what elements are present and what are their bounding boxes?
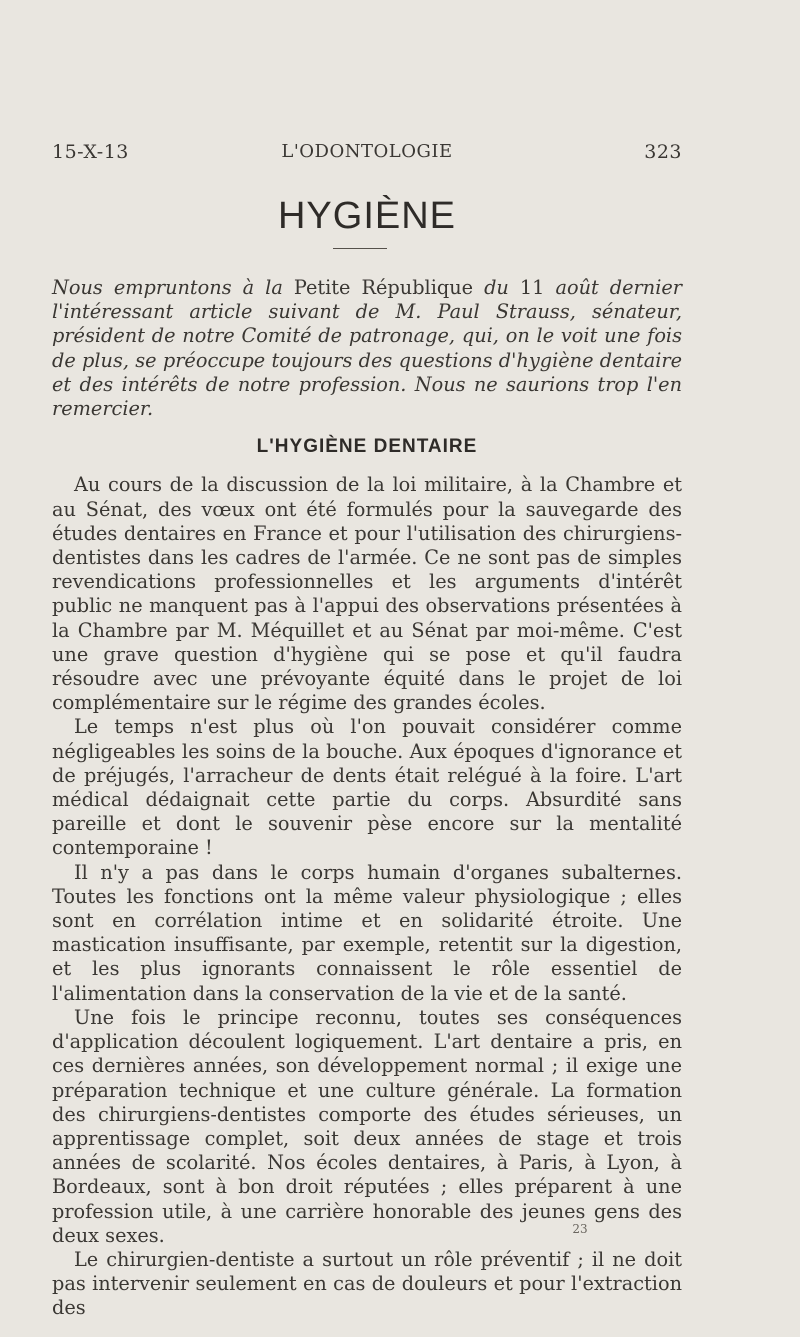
paragraph: Au cours de la discussion de la loi militaire, à la Chambre et au Sénat, des vœux ont été formulés pour la sauvegarde des études dentaires en France et pour l'utilisation des chirurgiens-dentistes dans les cadres de l'armée. Ce ne sont pas de simples revendications professionnelles et les arguments d'intérêt public ne manquent pas à l'appui des observations présentées à la Chambre par M. Méquillet et au Sénat par moi-même. C'est une grave question d'hygiène qui se pose et qu'il faudra résoudre avec une prévoyante équité dans le projet de loi complémentaire sur le régime des grandes écoles.: [52, 473, 682, 715]
issue-date: 15-X-13: [52, 141, 129, 163]
paragraph: Une fois le principe reconnu, toutes ses conséquences d'application découlent logiquement. L'art dentaire a pris, en ces dernières années, son développement normal ; il exige une préparation technique et une culture générale. La formation des chirurgiens-dentistes comporte des études sérieuses, un apprentissage complet, soit deux années de stage et trois années de scolarité. Nos écoles dentaires, à Paris, à Lyon, à Bordeaux, sont à bon droit réputées ; elles préparent à une profession utile, à une carrière honorable des jeunes gens des deux sexes.: [52, 1005, 682, 1247]
article-subheading: L'HYGIÈNE DENTAIRE: [256, 436, 478, 458]
title-rule: [333, 248, 387, 249]
signature-mark: 23: [572, 1222, 588, 1236]
paragraph: Le chirurgien-dentiste a surtout un rôle préventif ; il ne doit pas intervenir seulement en cas de douleurs et pour l'extraction des: [52, 1247, 682, 1320]
intro-source: Petite République: [293, 276, 474, 299]
intro-text-2: du: [484, 276, 509, 299]
intro-day: 11: [519, 276, 545, 299]
intro-paragraph: [52, 276, 682, 421]
paragraph: Il n'y a pas dans le corps humain d'organes subalternes. Toutes les fonctions ont la même valeur physiologique ; elles sont en corrélation intime et en solidarité étroite. Une mastication insuffisante, par exemple, retentit sur la digestion, et les plus ignorants connaissent le rôle essentiel de l'alimentation dans la conservation de la vie et de la santé.: [52, 860, 682, 1005]
journal-name: L'ODONTOLOGIE: [281, 141, 453, 162]
page-number: 323: [644, 141, 682, 163]
paragraph: Le temps n'est plus où l'on pouvait considérer comme négligeables les soins de la bouche. Aux époques d'ignorance et de préjugés, l'arracheur de dents était relégué à la foire. L'art médical dédaignait cette partie du corps. Absurdité sans pareille et dont le souvenir pèse encore sur la mentalité contemporaine !: [52, 715, 682, 860]
intro-text-1: Nous empruntons à la: [52, 276, 283, 299]
running-header: [52, 141, 682, 171]
intro-text-3: août dernier l'intéressant article suivant de M. Paul Strauss, sénateur, président de notre Comité de patronage, qui, on le voit une fois de plus, se préoccupe toujours des questions d'hygiène dentaire et des intérêts de notre profession. Nous ne saurions trop l'en remercier.: [52, 276, 682, 421]
article-body: [52, 276, 682, 1321]
section-title: HYGIÈNE: [277, 195, 457, 237]
